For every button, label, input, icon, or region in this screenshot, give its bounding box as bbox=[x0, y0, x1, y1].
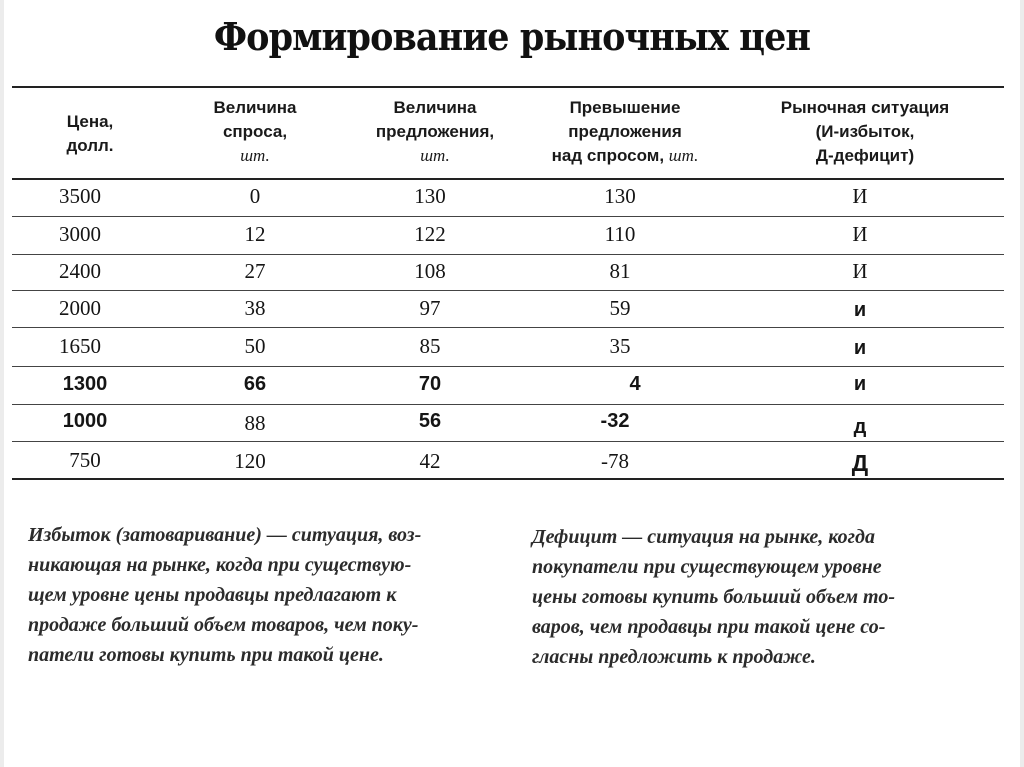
header-excess-line2: предложения bbox=[568, 122, 682, 141]
surplus-line: никающая на рынке, когда при существую- bbox=[28, 554, 412, 576]
cell-excess: 110 bbox=[604, 222, 636, 246]
cell-price: 1650 bbox=[59, 334, 101, 358]
cell-demand: 66 bbox=[243, 373, 267, 395]
cell-price: 3500 bbox=[59, 184, 101, 208]
header-excess-line3: над спросом, bbox=[551, 146, 665, 165]
header-situation-line3: Д-дефицит) bbox=[815, 146, 915, 165]
deficit-line: варов, чем продавцы при такой цене со- bbox=[532, 616, 886, 638]
cell-demand: 0 bbox=[249, 184, 261, 208]
surplus-line: Избыток (затоваривание) — ситуация, воз- bbox=[28, 524, 422, 546]
row-divider bbox=[12, 441, 1004, 442]
cell-situation: И bbox=[852, 184, 868, 208]
cell-price: 3000 bbox=[59, 222, 101, 246]
surplus-definition bbox=[28, 520, 518, 670]
header-demand-line2: спроса, bbox=[222, 122, 288, 141]
header-supply-line1: Величина bbox=[393, 98, 477, 117]
cell-situation: Д bbox=[851, 450, 869, 476]
header-supply-line2: предложения, bbox=[375, 122, 495, 141]
cell-demand: 50 bbox=[244, 334, 266, 358]
slide-right-edge bbox=[1020, 0, 1024, 767]
cell-supply: 122 bbox=[414, 222, 446, 246]
cell-supply: 108 bbox=[414, 259, 446, 283]
header-demand bbox=[185, 96, 325, 168]
row-divider bbox=[12, 254, 1004, 255]
deficit-line: покупатели при существующем уровне bbox=[532, 556, 882, 578]
cell-excess: 81 bbox=[609, 259, 631, 283]
cell-situation: И bbox=[852, 222, 868, 246]
cell-supply: 42 bbox=[419, 449, 441, 473]
header-situation-line2: (И-избыток, bbox=[815, 122, 915, 141]
header-price bbox=[30, 110, 150, 158]
surplus-line: щем уровне цены продавцы предлагают к bbox=[28, 584, 397, 606]
header-excess-unit: шт. bbox=[668, 146, 699, 165]
cell-supply: 97 bbox=[419, 296, 441, 320]
page-title: Формирование рыночных цен bbox=[213, 14, 811, 59]
cell-supply: 70 bbox=[418, 373, 442, 395]
cell-price: 2400 bbox=[59, 259, 101, 283]
cell-excess: 130 bbox=[604, 184, 636, 208]
cell-demand: 27 bbox=[244, 259, 266, 283]
header-excess bbox=[520, 96, 730, 168]
header-price-line2: долл. bbox=[66, 136, 114, 155]
table-bottom-rule bbox=[12, 478, 1004, 480]
deficit-line: цены готовы купить больший объем то- bbox=[532, 586, 896, 608]
row-divider bbox=[12, 327, 1004, 328]
table-top-rule bbox=[12, 86, 1004, 88]
header-excess-line1: Превышение bbox=[569, 98, 681, 117]
deficit-line: гласны предложить к продаже. bbox=[532, 646, 816, 668]
row-divider bbox=[12, 366, 1004, 367]
cell-supply: 130 bbox=[414, 184, 446, 208]
cell-situation: и bbox=[853, 337, 867, 359]
cell-situation: и bbox=[853, 373, 867, 395]
cell-supply: 85 bbox=[419, 334, 441, 358]
surplus-line: продаже больший объем товаров, чем поку- bbox=[28, 614, 419, 636]
cell-excess: 35 bbox=[609, 334, 631, 358]
cell-price: 1300 bbox=[62, 373, 108, 395]
header-demand-line1: Величина bbox=[213, 98, 297, 117]
deficit-line: Дефицит — ситуация на рынке, когда bbox=[532, 526, 875, 548]
cell-situation: и bbox=[853, 299, 867, 321]
cell-demand: 88 bbox=[244, 411, 266, 435]
cell-price: 750 bbox=[69, 448, 101, 472]
header-supply bbox=[355, 96, 515, 168]
header-situation-line1: Рыночная ситуация bbox=[780, 98, 950, 117]
row-divider bbox=[12, 404, 1004, 405]
cell-price: 1000 bbox=[62, 410, 108, 432]
cell-excess: -78 bbox=[601, 449, 629, 473]
cell-price: 2000 bbox=[59, 296, 101, 320]
cell-situation: И bbox=[852, 259, 868, 283]
slide-left-edge bbox=[0, 0, 4, 767]
cell-supply: 56 bbox=[418, 410, 442, 432]
header-price-line1: Цена, bbox=[66, 112, 114, 131]
surplus-line: патели готовы купить при такой цене. bbox=[28, 644, 384, 666]
cell-demand: 38 bbox=[244, 296, 266, 320]
header-bottom-rule bbox=[12, 178, 1004, 180]
header-demand-unit: шт. bbox=[240, 146, 270, 165]
cell-situation: д bbox=[853, 416, 867, 438]
cell-demand: 120 bbox=[234, 449, 266, 473]
header-situation bbox=[750, 96, 980, 168]
row-divider bbox=[12, 216, 1004, 217]
row-divider bbox=[12, 290, 1004, 291]
cell-excess: -32 bbox=[600, 410, 630, 432]
cell-excess: 59 bbox=[609, 296, 631, 320]
deficit-definition bbox=[532, 522, 992, 672]
header-supply-unit: шт. bbox=[420, 146, 450, 165]
cell-demand: 12 bbox=[244, 222, 266, 246]
cell-excess: 4 bbox=[629, 373, 641, 395]
